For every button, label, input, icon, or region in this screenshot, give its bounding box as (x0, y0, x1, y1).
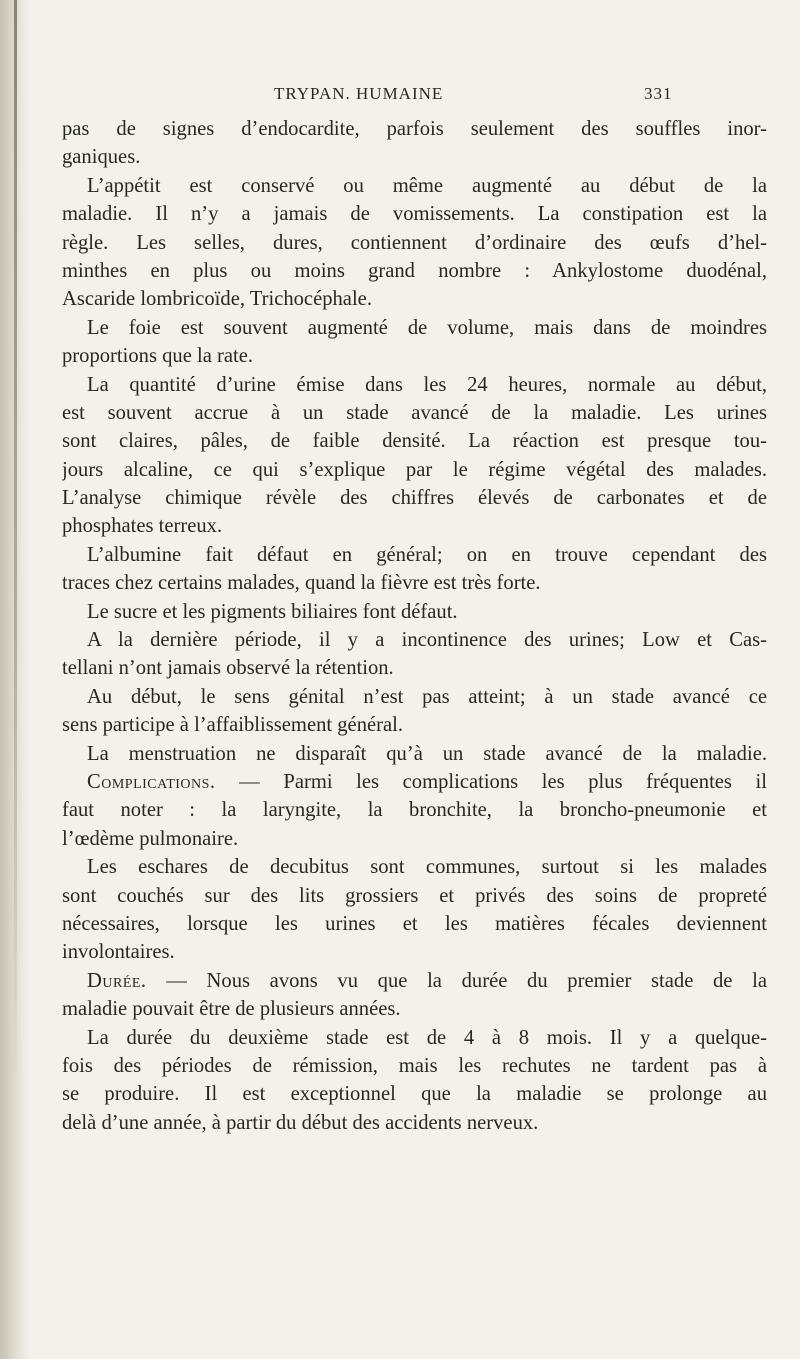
running-header (62, 84, 762, 108)
text-line: delà d’une année, à partir du début des accidents nerveux. (62, 1111, 539, 1134)
body-text (62, 115, 767, 1137)
text-line: L’analyse chimique révèle des chiffres élevés de carbonates et de (62, 487, 767, 510)
text-line: L’appétit est conservé ou même augmenté au début de la (87, 174, 767, 197)
text-line: Au début, le sens génital n’est pas atteint; à un stade avancé ce (87, 685, 767, 708)
text-line: minthes en plus ou moins grand nombre : Ankylostome duodénal, (62, 259, 767, 282)
text-line: l’œdème pulmonaire. (62, 827, 239, 850)
text-line: L’albumine fait défaut en général; on en trouve cependant des (87, 543, 767, 566)
text-line: traces chez certains malades, quand la fièvre est très forte. (62, 572, 541, 595)
page-number: 331 (644, 84, 673, 103)
text-line: Le foie est souvent augmenté de volume, mais dans de moindres (87, 316, 767, 339)
text-line: sont couchés sur des lits grossiers et privés des soins de propreté (62, 884, 767, 907)
text-line: sont claires, pâles, de faible densité. La réaction est presque tou- (62, 430, 767, 453)
text-line: Le sucre et les pigments biliaires font défaut. (87, 600, 458, 623)
text-line: proportions que la rate. (62, 345, 254, 368)
text-line: ganiques. (62, 146, 141, 169)
text-line: La durée du deuxième stade est de 4 à 8 mois. Il y a quelque- (87, 1026, 767, 1049)
section-heading-duree: Durée. (87, 969, 147, 992)
page-binding-edge (14, 0, 17, 1080)
section-heading-complications: Complications. (87, 770, 216, 793)
text-line: jours alcaline, ce qui s’explique par le régime végétal des malades. (62, 458, 767, 481)
text-line: règle. Les selles, dures, contiennent d’ordinaire des œufs d’hel- (62, 231, 767, 254)
text-line: se produire. Il est exceptionnel que la maladie se prolonge au (62, 1083, 767, 1106)
text-line: involontaires. (62, 941, 175, 964)
text-line: est souvent accrue à un stade avancé de la maladie. Les urines (62, 401, 767, 424)
text-line: Les eschares de decubitus sont communes, surtout si les malades (87, 856, 767, 879)
text-line: tellani n’ont jamais observé la rétention. (62, 657, 394, 680)
text-line: maladie. Il n’y a jamais de vomissements. La constipation est la (62, 203, 767, 226)
text-line: pas de signes d’endocardite, parfois seulement des souffles inor- (62, 118, 767, 140)
text-line: sens participe à l’affaiblissement général. (62, 714, 403, 737)
text-line: A la dernière période, il y a incontinence des urines; Low et Cas- (87, 629, 767, 652)
text-line (62, 768, 767, 796)
running-title: TRYPAN. HUMAINE (274, 84, 444, 103)
text-line: maladie pouvait être de plusieurs années. (62, 998, 401, 1021)
text-line: nécessaires, lorsque les urines et les matières fécales deviennent (62, 912, 767, 935)
text-run: — Parmi les complications les plus fréquentes il (215, 770, 767, 793)
text-line: La quantité d’urine émise dans les 24 heures, normale au début, (87, 373, 767, 396)
text-line: faut noter : la laryngite, la bronchite, la broncho-pneumonie et (62, 799, 767, 822)
text-line (62, 967, 767, 995)
text-line: fois des périodes de rémission, mais les rechutes ne tardent pas à (62, 1054, 767, 1077)
text-line: Ascaride lombricoïde, Trichocéphale. (62, 288, 372, 311)
text-line: La menstruation ne disparaît qu’à un stade avancé de la maladie. (87, 742, 767, 765)
text-run: — Nous avons vu que la durée du premier stade de la (146, 969, 767, 992)
text-line: phosphates terreux. (62, 515, 223, 538)
